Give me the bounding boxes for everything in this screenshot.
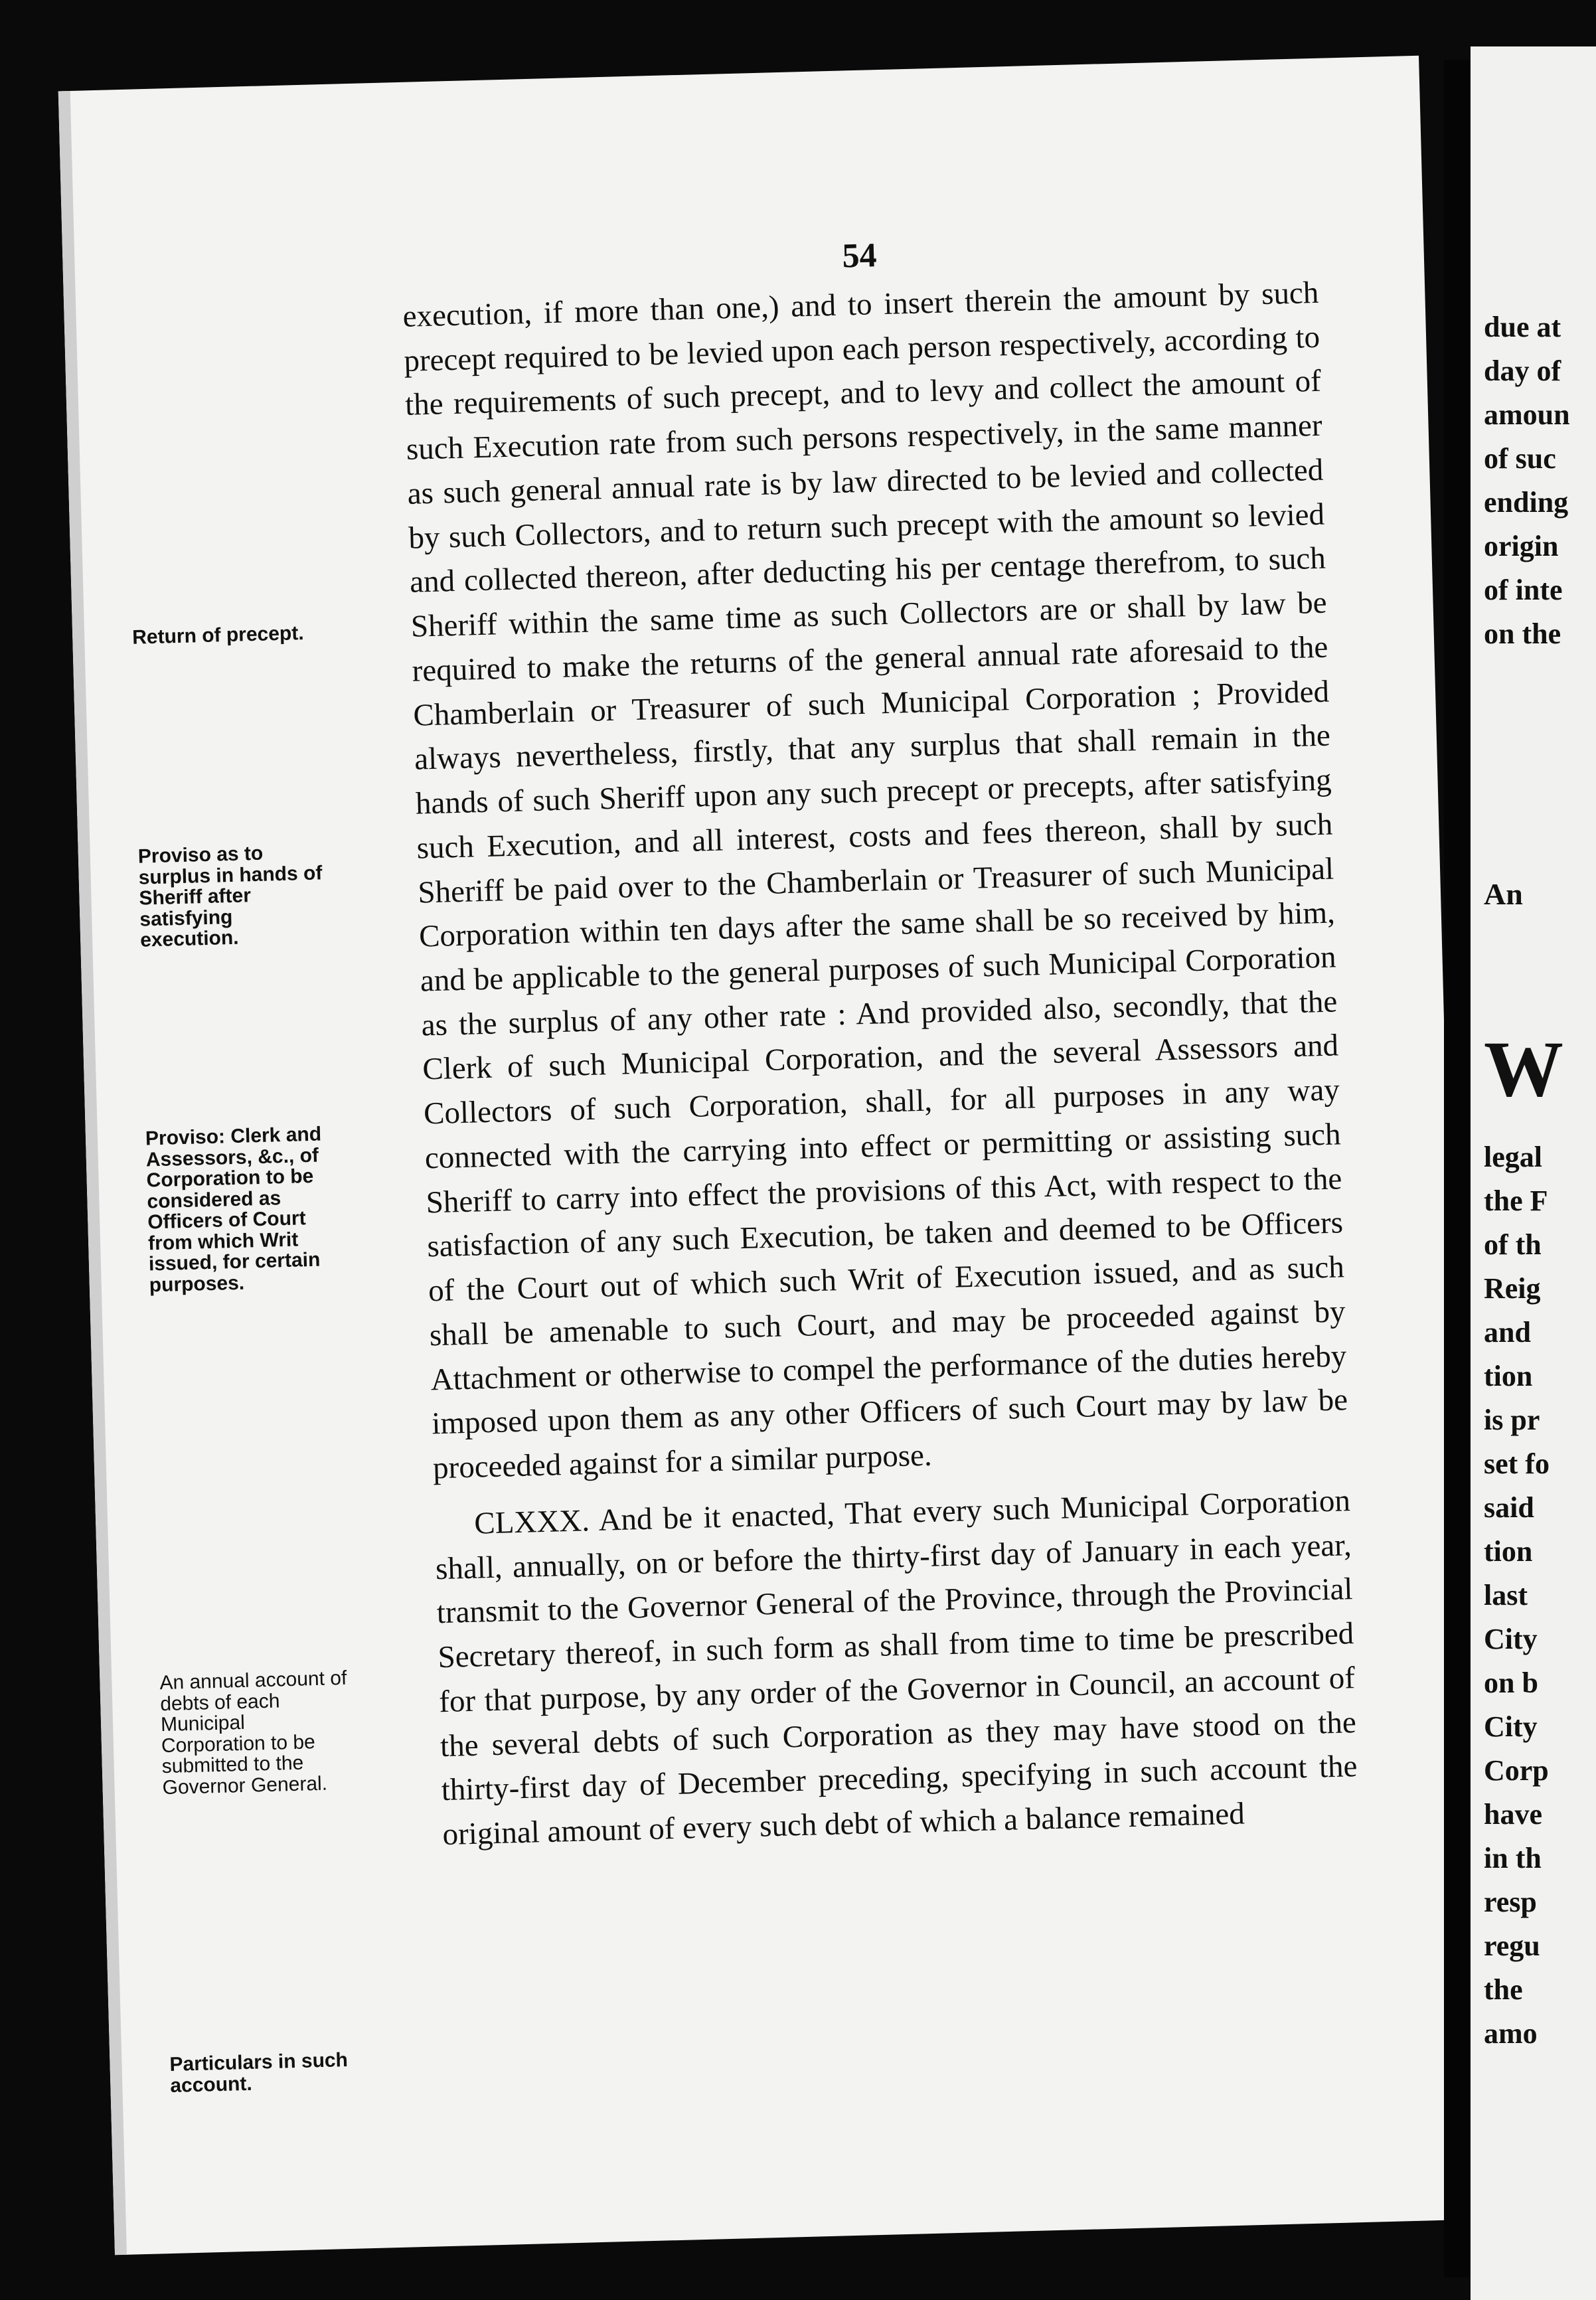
right-line: origin (1484, 530, 1559, 562)
right-page-lines-top (1484, 305, 1596, 656)
right-line: in th (1484, 1842, 1542, 1874)
right-line: on b (1484, 1667, 1538, 1699)
right-line: the F (1484, 1185, 1548, 1217)
margin-note-return-of-precept: Return of precept. (131, 621, 304, 649)
right-line: tion (1484, 1535, 1533, 1568)
right-line: resp (1484, 1886, 1537, 1918)
left-page (58, 56, 1476, 2256)
right-line: City (1484, 1710, 1538, 1743)
right-line: is pr (1484, 1404, 1540, 1436)
right-line: amo (1484, 2017, 1538, 2050)
right-line: ending (1484, 486, 1569, 519)
right-line: due at (1484, 311, 1561, 343)
right-line: of th (1484, 1228, 1542, 1261)
body-text (402, 271, 1360, 1869)
right-line: legal (1484, 1141, 1542, 1173)
right-page-dropcap: W (1484, 1025, 1563, 1113)
right-line: and (1484, 1316, 1531, 1349)
book-gutter (1444, 60, 1471, 2277)
right-line: regu (1484, 1930, 1540, 1962)
right-line: said (1484, 1491, 1534, 1524)
right-line: amoun (1484, 398, 1570, 431)
right-line: on the (1484, 617, 1561, 650)
right-page-heading: An (1484, 877, 1523, 911)
margin-note-annual-account: An annual account of debts of each Municipal Corporation to be submitted to the Governor General. (159, 1667, 347, 1799)
right-line: last (1484, 1579, 1528, 1611)
right-line: the (1484, 1973, 1523, 2006)
right-line: of suc (1484, 442, 1556, 475)
right-line: Reig (1484, 1272, 1541, 1305)
right-page (1471, 46, 1596, 2300)
body-paragraph: CLXXX. And be it enacted, That every such Municipal Corporation shall, annually, on or before the thirty-first day of January in each year, transmit to the Governor General of the Province, through the Provincial Secretary thereof, in such form as shall from time to time be prescribed for that purpose, by any order of the Governor in Council, an account of the several debts of such Corporation as they may have stood on the thirty-first day of December preceding, specifying in such account the original amount of every such debt of which a balance remained (435, 1483, 1358, 1852)
right-line: day of (1484, 355, 1561, 387)
body-paragraph: execution, if more than one,) and to insert therein the amount by such precept required to be levied upon each person respectively, according to the requirements of such precept, and to levy and collect the amount of such Execution rate from such persons respectively, in the same manner as such general annual rate is by law directed to be levied and collected by such Collectors, and to return such precept with the amount so levied and collected thereon, after deducting his per centage therefrom, to such Sheriff within the same time as such Collectors are or shall by law be required to make the returns of the general annual rate aforesaid to the Chamberlain or Treasurer of such Municipal Corporation ; Provided always nevertheless, firstly, that any surplus that shall remain in the hands of such Sheriff upon any such precept or precepts, after satisfying such Execution, and all interest, costs and fees thereon, shall by such Sheriff be paid over to the Chamberlain or Treasurer of such Municipal Corporation within ten days after the same shall be so received by him, and be applicable to the general purposes of such Municipal Corporation as the surplus of any other rate : And provided also, secondly, that the Clerk of such Municipal Corporation, and the several Assessors and Collectors of such Corporation, shall, for all purposes in any way connected with the carrying into effect or permitting or assisting such Sheriff to carry into effect the provisions of this Act, with respect to the satisfaction of any such Execution, be taken and deemed to be Officers of the Court out of which such Writ of Execution issued, and as such shall be amenable to such Court, and may be proceeded against by Attachment or otherwise to compel the performance of the duties hereby imposed upon them as any other Officers of such Court may by law be proceeded against for a similar purpose. (402, 275, 1348, 1486)
margin-note-proviso-surplus: Proviso as to surplus in hands of Sheriff after satisfying execution. (137, 842, 323, 951)
right-line: have (1484, 1798, 1542, 1831)
right-line: tion (1484, 1360, 1533, 1392)
margin-notes (118, 84, 349, 2097)
margin-note-particulars: Particulars in such account. (169, 2048, 349, 2097)
right-line: of inte (1484, 574, 1563, 606)
right-line: set fo (1484, 1447, 1550, 1480)
right-line: Corp (1484, 1754, 1549, 1787)
right-page-lines-bottom (1484, 1135, 1596, 2056)
page-number: 54 (841, 236, 878, 276)
right-line: City (1484, 1623, 1538, 1655)
margin-note-proviso-clerk: Proviso: Clerk and Assessors, &c., of Corporation to be considered as Officers of Court from which Writ issued, for certain purposes. (145, 1123, 322, 1296)
